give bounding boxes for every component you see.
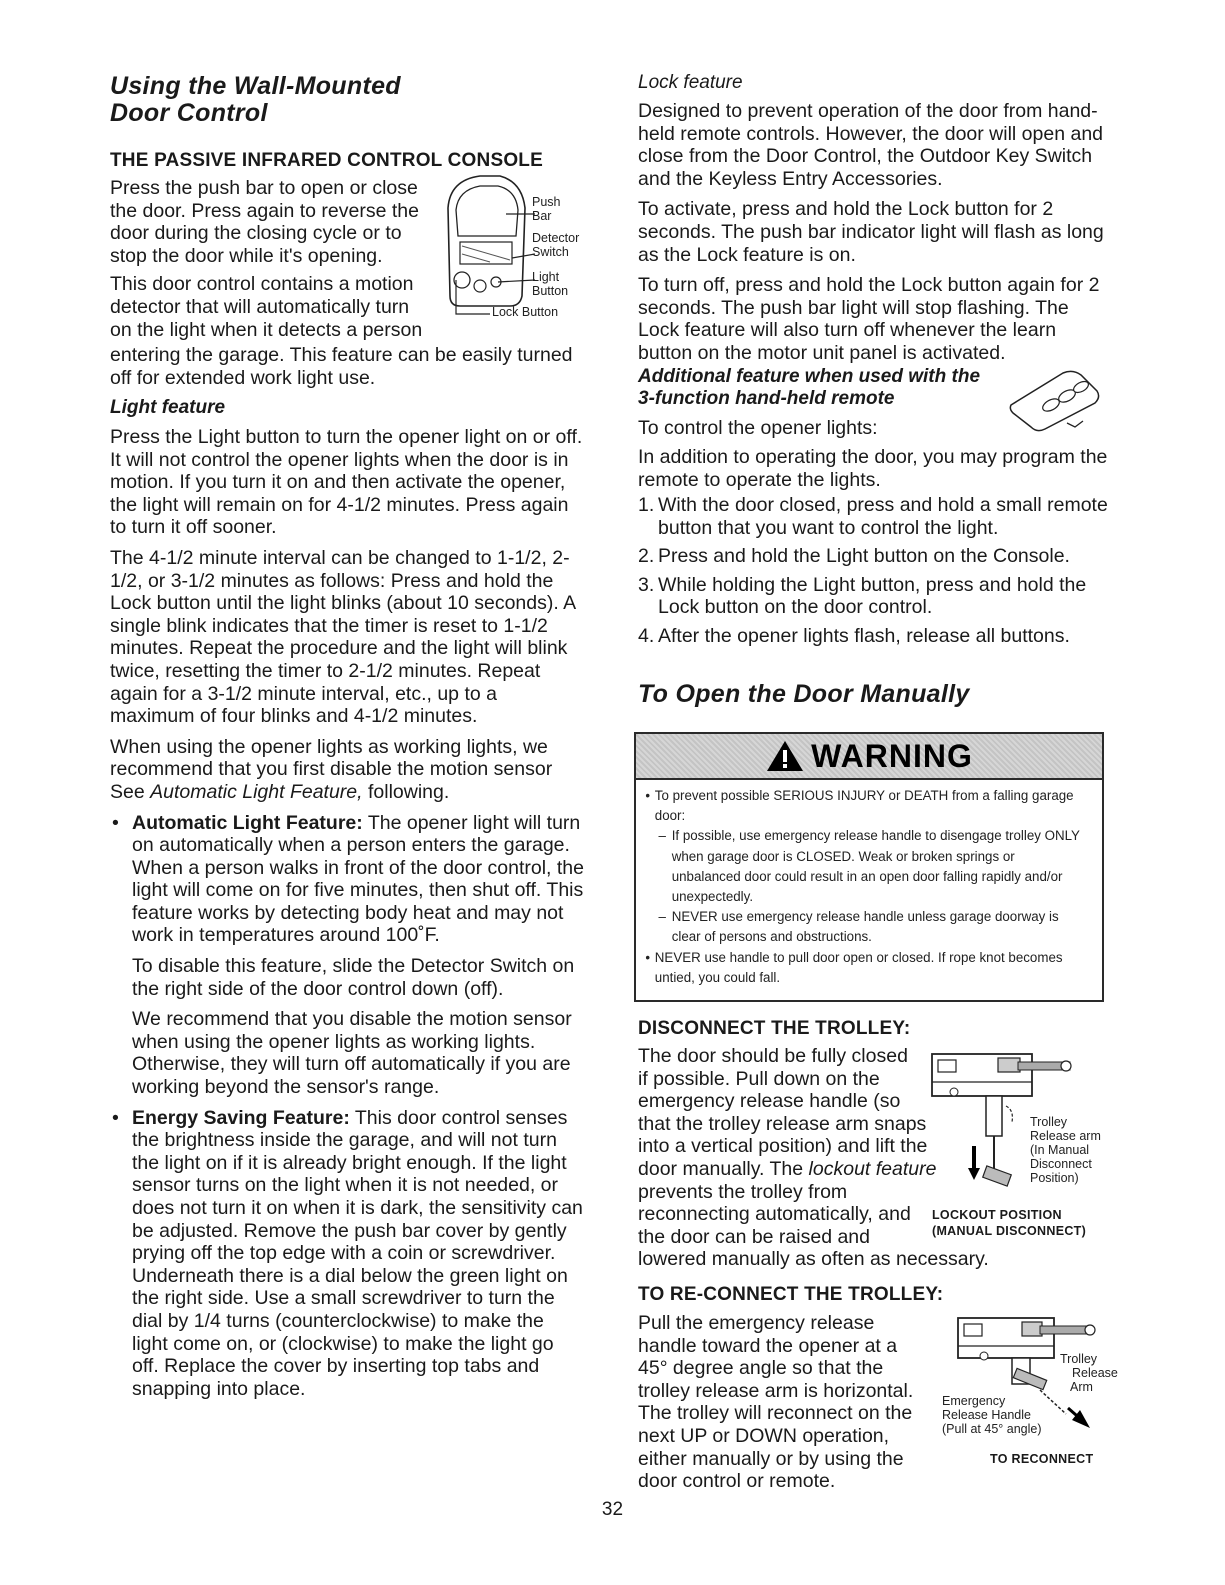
console-line: stop the door while it's opening. xyxy=(110,244,383,267)
emergency-handle-label: Emergency Release Handle (Pull at 45° angle) xyxy=(942,1394,1042,1436)
light-feature-heading: Light feature xyxy=(110,397,226,418)
step-item: 4. After the opener lights flash, release all buttons. xyxy=(638,624,1070,647)
console-heading: THE PASSIVE INFRARED CONTROL CONSOLE xyxy=(110,150,543,171)
console-line: door during the closing cycle or to xyxy=(110,222,402,245)
light-button-label: Light Button xyxy=(532,270,569,298)
program-text: In addition to operating the door, you may program the remote to operate the lights. xyxy=(638,446,1108,491)
console-text xyxy=(110,177,440,341)
step-item: 2. Press and hold the Light button on the Console. xyxy=(638,545,1070,568)
disconnect-heading: DISCONNECT THE TROLLEY: xyxy=(638,1018,911,1039)
energy-saving-item: • Energy Saving Feature: This door control senses the brightness inside the garage, and will not turn the light on if it is already bright enough. If the light sensor turns on the light when it is not needed, or does not turn it on when it is dark, the sensitivity can be adjusted. Remove the push bar cover by gently prying off the top edge with a coin or screwdriver. Underneath there is a dial below the green light on the right side. Use a small screwdriver to turn the dial by 1/4 turns (counterclockwise) to make the light come on, or (clockwise) to make the light go off. Replace the cover by inserting top tabs and snapping into place. xyxy=(110,1107,585,1401)
reconnect-caption: TO RECONNECT xyxy=(990,1452,1094,1466)
light-p1: Press the Light button to turn the opener light on or off. It will not control the opener lights when the door is in motion. If you turn it on and then activate the opener, the light will remain on for 4-1/2 minutes. Press again to turn it off sooner. xyxy=(110,426,583,539)
trolley-release-arm-label: Trolley Release arm (In Manual Disconnect Position) xyxy=(1030,1115,1101,1185)
steps-list xyxy=(638,494,1108,648)
reconnect-heading: TO RE-CONNECT THE TROLLEY: xyxy=(638,1284,944,1305)
warning-box xyxy=(634,732,1104,1002)
control-lights: To control the opener lights: xyxy=(638,417,878,439)
detector-switch-label: Detector Switch xyxy=(532,231,580,259)
light-p2: The 4-1/2 minute interval can be changed to 1-1/2, 2-1/2, or 3-1/2 minutes as follows: Press and hold the Lock button until the light blinks (about 10 seconds). A single blink indicates that the timer is reset to 1-1/2 minutes. Repeat the procedure and the light will blink twice, resetting the timer to 2-1/2 minutes. Repeat again for a 3-1/2 minute interval, etc., up to a maximum of four blinks and 4-1/2 minutes. xyxy=(110,546,576,728)
section-title-line2: Door Control xyxy=(110,99,268,127)
warning-bullet: • To prevent possible SERIOUS INJURY or DEATH from a falling garage door: xyxy=(645,786,1087,826)
lock-p3: To turn off, press and hold the Lock button again for 2 seconds. The push bar light will stop flashing. The Lock feature will also turn off whenever the learn button on the motor unit panel is activated. xyxy=(638,274,1100,364)
step-item: 3. While holding the Light button, press and hold the Lock button on the door control. xyxy=(638,573,1087,619)
warning-triangle-icon xyxy=(765,739,805,773)
additional-heading-2: 3-function hand-held remote xyxy=(638,388,895,409)
motion-rest: entering the garage. This feature can be easily turned off for extended work light use. xyxy=(110,344,573,389)
lock-feature-body xyxy=(638,100,1108,365)
reconnect-text: Pull the emergency release handle toward the opener at a 45° degree angle so that the trolley release arm is horizontal. The trolley will reconnect on the next UP or DOWN operation, either manually or by using the door control or remote. xyxy=(638,1312,914,1493)
console-line: Press the push bar to open or close xyxy=(110,177,418,199)
light-feature-body xyxy=(110,426,585,1400)
manual-heading: To Open the Door Manually xyxy=(638,680,970,708)
lock-p1: Designed to prevent operation of the door from hand-held remote controls. However, the door will open and close from the Door Control, the Outdoor Key Switch and the Keyless Entry Accessories. xyxy=(638,100,1104,190)
warning-body xyxy=(636,780,1097,988)
motion-line: on the light when it detects a person xyxy=(110,318,423,341)
lockout-caption-2: (MANUAL DISCONNECT) xyxy=(932,1224,1087,1238)
lockout-caption-1: LOCKOUT POSITION xyxy=(932,1208,1062,1222)
section-title-line1: Using the Wall-Mounted xyxy=(110,72,401,100)
warning-header xyxy=(636,734,1102,780)
page-number: 32 xyxy=(601,1499,624,1520)
remote-icon xyxy=(1005,365,1105,437)
reconnect-trolley-label: Trolley Release Arm xyxy=(1060,1352,1118,1394)
disconnect-last: lowered manually as often as necessary. xyxy=(638,1248,989,1270)
disconnect-text: The door should be fully closed if possible. Pull down on the emergency release handle (so that the trolley release arm snaps into a vertical position) and lift the door manually. The lockout feature prevents the trolley from reconnecting automatically, and the door can be raised and xyxy=(638,1045,937,1248)
automatic-light-item: • Automatic Light Feature: The opener light will turn on automatically when a person enters the garage. When a person walks in front of the door control, the light will come on for five minutes, then shut off. This feature works by detecting body heat and may not work in temperatures around 100˚F. To disable this feature, slide the Detector Switch on the right side of the door control down (off). We recommend that you disable the motion sensor when using the opener lights as working lights. Otherwise, they will turn off automatically if you are working beyond the sensor's range. xyxy=(110,812,585,1099)
motion-line: detector that will automatically turn xyxy=(110,295,410,318)
light-p3: When using the opener lights as working lights, we recommend that you first disable the motion sensor See Automatic Light Feature, following. xyxy=(110,735,553,803)
warning-bullet: • NEVER use handle to pull door open or closed. If rope knot becomes untied, you could fall. xyxy=(645,948,1087,988)
step-item: 1. With the door closed, press and hold a small remote button that you want to control the light. xyxy=(638,494,1108,539)
auto-p3: We recommend that you disable the motion sensor when using the opener lights as working lights. Otherwise, they will turn off automatically if you are working beyond the sensor's range. xyxy=(132,1008,572,1099)
lock-button-label: Lock Button xyxy=(492,305,559,319)
additional-heading-1: Additional feature when used with the xyxy=(638,366,981,387)
warning-dash: – If possible, use emergency release handle to disengage trolley ONLY when garage door is CLOSED. Weak or broken springs or unbalanced door could result in an open door falling rapidly and/or unexpectedly. xyxy=(645,826,1087,907)
console-line: the door. Press again to reverse the xyxy=(110,199,419,222)
auto-p2: To disable this feature, slide the Detector Switch on the right side of the door control down (off). xyxy=(132,955,575,1000)
warning-title: WARNING xyxy=(811,737,973,774)
push-bar-label: Push Bar xyxy=(532,195,561,223)
lock-p2: To activate, press and hold the Lock button for 2 seconds. The push bar indicator light will flash as long as the Lock feature is on. xyxy=(638,198,1104,266)
lock-feature-heading: Lock feature xyxy=(638,72,743,93)
warning-dash: – NEVER use emergency release handle unless garage doorway is clear of persons and obstructions. xyxy=(645,907,1087,947)
motion-line: This door control contains a motion xyxy=(110,273,414,296)
